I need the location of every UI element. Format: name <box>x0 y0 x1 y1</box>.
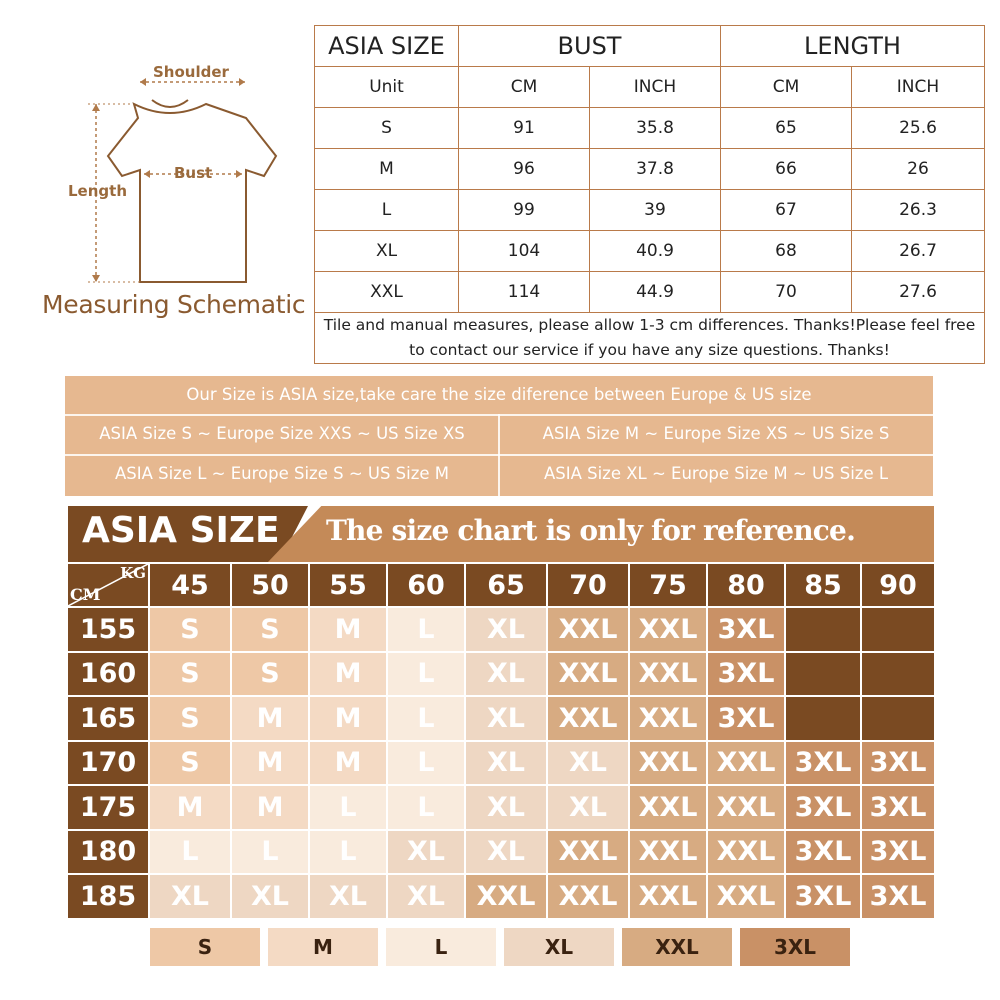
size-cell: 3XL <box>708 697 784 740</box>
table-cell: M <box>315 149 459 190</box>
size-cell: 3XL <box>786 786 860 829</box>
size-cell: 3XL <box>862 786 934 829</box>
size-cell: XXL <box>630 608 706 651</box>
size-cell: XL <box>232 875 308 918</box>
size-cell: XL <box>548 786 628 829</box>
table-cell: 65 <box>721 108 852 149</box>
legend-swatch: XL <box>504 928 614 966</box>
size-cell: 3XL <box>862 742 934 785</box>
size-cell: XL <box>310 875 386 918</box>
size-cell: XXL <box>548 697 628 740</box>
conversion-cell: ASIA Size S ~ Europe Size XXS ~ US Size XS <box>99 424 465 443</box>
corner-kg-label: KG <box>120 564 146 582</box>
conversion-title: Our Size is ASIA size,take care the size diference between Europe & US size <box>186 385 812 404</box>
size-cell: XL <box>388 831 464 874</box>
size-cell <box>862 608 934 651</box>
size-cell: S <box>150 608 230 651</box>
table-cell: 27.6 <box>852 272 985 313</box>
size-cell: M <box>310 653 386 696</box>
legend-swatch: S <box>150 928 260 966</box>
table-cell: 35.8 <box>590 108 721 149</box>
table-cell: 44.9 <box>590 272 721 313</box>
table-cell: 114 <box>459 272 590 313</box>
size-cell: XXL <box>708 875 784 918</box>
table-cell: 67 <box>721 190 852 231</box>
table-cell: 26.7 <box>852 231 985 272</box>
size-cell: XL <box>466 697 546 740</box>
size-cell: M <box>232 786 308 829</box>
table-cell: L <box>315 190 459 231</box>
table-cell: XXL <box>315 272 459 313</box>
table-note-row <box>315 313 985 364</box>
size-cell: M <box>232 697 308 740</box>
size-cell: XXL <box>630 697 706 740</box>
unit-cell: INCH <box>590 67 721 108</box>
size-cell: L <box>388 697 464 740</box>
weight-header: 55 <box>310 564 386 606</box>
table-cell: 25.6 <box>852 108 985 149</box>
unit-cell: Unit <box>315 67 459 108</box>
size-cell: XL <box>150 875 230 918</box>
conversion-cell: ASIA Size XL ~ Europe Size M ~ US Size L <box>543 464 889 483</box>
asia-size-title: ASIA SIZE <box>82 510 280 551</box>
size-cell: 3XL <box>786 875 860 918</box>
size-cell: 3XL <box>708 653 784 696</box>
size-cell: M <box>310 742 386 785</box>
size-cell: XXL <box>630 653 706 696</box>
table-cell: 39 <box>590 190 721 231</box>
size-cell: L <box>388 786 464 829</box>
height-header: 180 <box>68 831 148 874</box>
size-cell: L <box>388 608 464 651</box>
weight-header: 80 <box>708 564 784 606</box>
schematic-title: Measuring Schematic <box>42 290 306 319</box>
table-cell: 66 <box>721 149 852 190</box>
size-cell: 3XL <box>786 831 860 874</box>
table-row <box>315 149 985 190</box>
size-cell: XL <box>466 742 546 785</box>
legend-swatch: L <box>386 928 496 966</box>
size-cell <box>786 653 860 696</box>
unit-cell: CM <box>459 67 590 108</box>
size-cell: L <box>388 742 464 785</box>
height-header: 155 <box>68 608 148 651</box>
weight-header: 50 <box>232 564 308 606</box>
size-cell: 3XL <box>708 608 784 651</box>
size-cell: XL <box>466 608 546 651</box>
size-conversion-box <box>65 376 933 496</box>
height-header: 165 <box>68 697 148 740</box>
grid-corner <box>68 564 148 606</box>
measure-note: Tile and manual measures, please allow 1-3 cm differences. Thanks!Please feel free to contact our service if you have any size questions. Thanks! <box>315 313 985 364</box>
size-cell: XXL <box>630 786 706 829</box>
size-cell: XL <box>466 831 546 874</box>
height-header: 185 <box>68 875 148 918</box>
size-cell: S <box>232 653 308 696</box>
size-legend <box>150 928 850 968</box>
size-cell: 3XL <box>786 742 860 785</box>
size-cell: M <box>232 742 308 785</box>
size-cell: M <box>310 608 386 651</box>
size-cell: S <box>150 742 230 785</box>
bust-label: Bust <box>174 164 213 182</box>
legend-swatch: M <box>268 928 378 966</box>
size-cell: XXL <box>548 653 628 696</box>
legend-swatch: XXL <box>622 928 732 966</box>
weight-header: 70 <box>548 564 628 606</box>
size-cell: XL <box>466 653 546 696</box>
height-header: 175 <box>68 786 148 829</box>
size-cell: XXL <box>708 742 784 785</box>
size-cell: S <box>232 608 308 651</box>
header-bust: BUST <box>459 26 721 67</box>
size-chart-note: The size chart is only for reference. <box>326 514 856 547</box>
size-cell: L <box>388 653 464 696</box>
table-cell: 26.3 <box>852 190 985 231</box>
table-row <box>315 108 985 149</box>
height-header: 160 <box>68 653 148 696</box>
corner-cm-label: CM <box>70 585 101 604</box>
table-cell: XL <box>315 231 459 272</box>
weight-header: 65 <box>466 564 546 606</box>
length-label: Length <box>68 182 127 200</box>
table-cell: 26 <box>852 149 985 190</box>
size-cell: 3XL <box>862 831 934 874</box>
size-cell: L <box>150 831 230 874</box>
size-cell: M <box>150 786 230 829</box>
size-cell: M <box>310 697 386 740</box>
table-unit-row <box>315 67 985 108</box>
size-cell: XXL <box>548 831 628 874</box>
table-cell: 37.8 <box>590 149 721 190</box>
legend-swatch: 3XL <box>740 928 850 966</box>
size-cell: L <box>232 831 308 874</box>
size-cell: XXL <box>708 786 784 829</box>
size-cell: XXL <box>548 875 628 918</box>
size-cell: XXL <box>630 875 706 918</box>
table-cell: 96 <box>459 149 590 190</box>
shoulder-label: Shoulder <box>153 63 229 81</box>
size-cell: L <box>310 786 386 829</box>
table-cell: 91 <box>459 108 590 149</box>
table-cell: S <box>315 108 459 149</box>
height-header: 170 <box>68 742 148 785</box>
table-cell: 40.9 <box>590 231 721 272</box>
table-cell: 68 <box>721 231 852 272</box>
weight-header: 60 <box>388 564 464 606</box>
weight-header: 45 <box>150 564 230 606</box>
table-row <box>315 190 985 231</box>
conversion-cell: ASIA Size L ~ Europe Size S ~ US Size M <box>114 464 450 483</box>
header-length: LENGTH <box>721 26 985 67</box>
measuring-schematic <box>40 60 310 330</box>
size-cell: XL <box>548 742 628 785</box>
table-header-row <box>315 26 985 67</box>
table-cell: 99 <box>459 190 590 231</box>
asia-size-banner <box>68 506 934 562</box>
size-cell: XXL <box>630 742 706 785</box>
size-cell <box>786 608 860 651</box>
size-cell: XXL <box>466 875 546 918</box>
table-cell: 104 <box>459 231 590 272</box>
conversion-cell: ASIA Size M ~ Europe Size XS ~ US Size S <box>542 424 890 443</box>
weight-header: 90 <box>862 564 934 606</box>
size-cell <box>862 653 934 696</box>
unit-cell: INCH <box>852 67 985 108</box>
measurement-table <box>314 25 985 364</box>
size-cell: XXL <box>548 608 628 651</box>
size-cell: 3XL <box>862 875 934 918</box>
weight-header: 85 <box>786 564 860 606</box>
size-cell <box>862 697 934 740</box>
weight-header: 75 <box>630 564 706 606</box>
size-cell: S <box>150 653 230 696</box>
size-cell: L <box>310 831 386 874</box>
size-cell: XL <box>466 786 546 829</box>
table-row <box>315 272 985 313</box>
size-cell: XXL <box>630 831 706 874</box>
size-cell <box>786 697 860 740</box>
unit-cell: CM <box>721 67 852 108</box>
table-row <box>315 231 985 272</box>
size-cell: XXL <box>708 831 784 874</box>
table-cell: 70 <box>721 272 852 313</box>
size-cell: S <box>150 697 230 740</box>
size-cell: XL <box>388 875 464 918</box>
size-grid <box>68 564 934 920</box>
header-asia-size: ASIA SIZE <box>315 26 459 67</box>
